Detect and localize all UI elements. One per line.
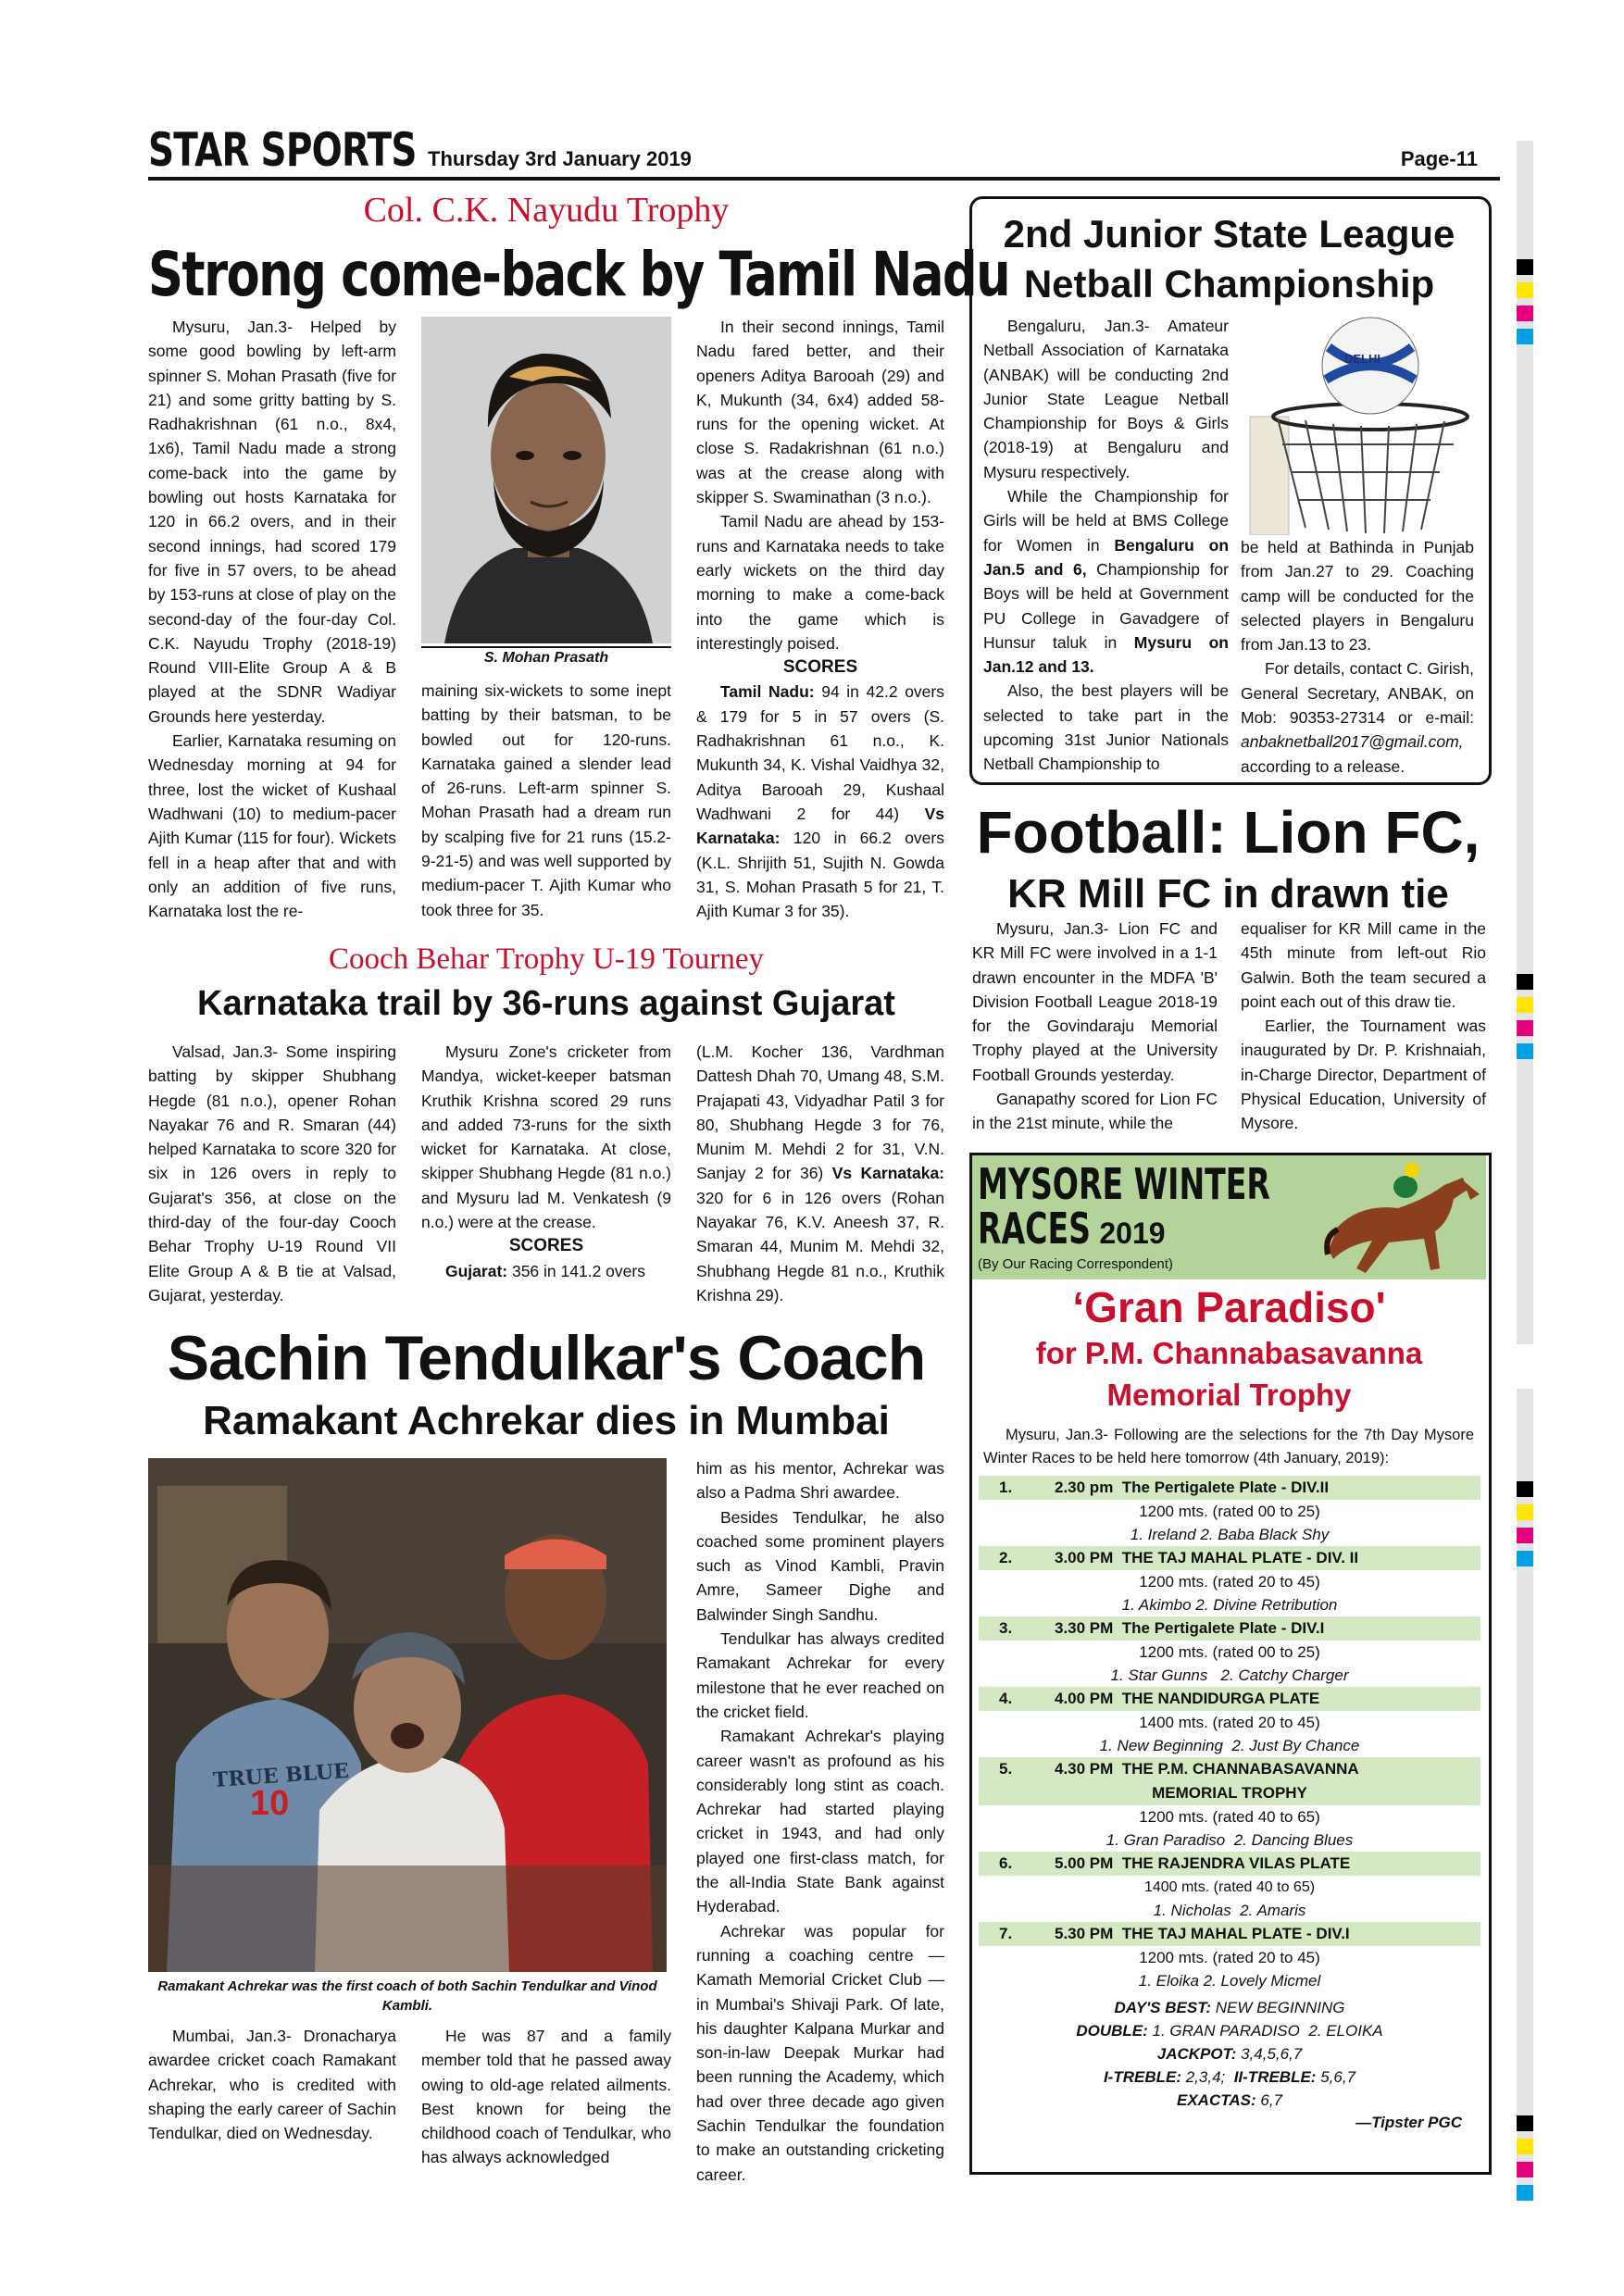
cooch-col-2 bbox=[421, 1040, 671, 1283]
race-row bbox=[979, 1852, 1480, 1876]
race-row bbox=[979, 1616, 1480, 1641]
cooch-scores-title: SCORES bbox=[508, 1236, 584, 1256]
paragraph: Mumbai, Jan.3- Dronacharya awardee cricket coach Ramakant Achrekar, who is credited with shaping the early career of Sachin Tendulkar, died on Wednesday. bbox=[148, 2027, 396, 2143]
race-distance: 1200 mts. (rated 00 to 25) bbox=[1139, 1503, 1320, 1520]
value: NEW BEGINNING bbox=[1210, 1999, 1345, 2016]
races-headline-2: for P.M. Channabasavanna bbox=[1035, 1336, 1423, 1370]
sachin-col-3 bbox=[696, 1456, 944, 2187]
nayudu-kicker: Col. C.K. Nayudu Trophy bbox=[363, 191, 730, 230]
race-title: 4.30 PM THE P.M. CHANNABASAVANNA bbox=[1055, 1760, 1359, 1778]
section-title: STAR SPORTS bbox=[148, 123, 417, 177]
race-distance: 1400 mts. (rated 40 to 65) bbox=[1143, 1879, 1316, 1895]
paragraph: Mysuru, Jan.3- Helped by some good bowling by left-arm spinner S. Mohan Prasath (five for 21) and some gritty batting by S. Radhakrishnan (61 n.o., 8x4, 1x6), Tamil Nadu made a strong come-back into the game by bowling out hosts Karnataka for 120 in 66.2 overs, and in their second innings, had scored 179 for five in 57 overs, to be ahead by 153-runs at close of play on the second-day of the four-day Col. C.K. Nayudu Trophy (2018-19) Round VIII-Elite Group A & B played at the SDNR Wadiyar Grounds here yesterday. bbox=[148, 318, 396, 726]
football-col-1 bbox=[972, 917, 1218, 1136]
paragraph: Tendulkar has always credited Ramakant Achrekar for every milestone that he ever reached on the cricket field. bbox=[696, 1629, 944, 1721]
masthead-rule bbox=[148, 177, 1500, 181]
nayudu-col-3 bbox=[696, 315, 944, 923]
page-number: Page-11 bbox=[1400, 147, 1478, 170]
team-label: Vs Karnataka: bbox=[696, 804, 944, 848]
race-distance: 1200 mts. (rated 00 to 25) bbox=[1139, 1643, 1320, 1661]
double bbox=[979, 2019, 1480, 2042]
text-bold: Bengaluru on Jan.5 and 6, bbox=[983, 535, 1230, 579]
score-text: 94 in 42.2 overs & 179 for 5 in 57 overs (S. Radhakrishnan 61 n.o., K. Mukunth 34, K. Vishal Vaidhya 32, Aditya Barooah 29, Kushaal Wadhwani 2 for 44) bbox=[696, 682, 944, 823]
sachin-headline: Sachin Tendulkar's Coach bbox=[167, 1323, 926, 1393]
race-title: 3.30 PM The Pertigalete Plate - DIV.I bbox=[1055, 1619, 1325, 1637]
race-distance: 1200 mts. (rated 20 to 45) bbox=[1139, 1573, 1320, 1591]
paragraph: Earlier, Karnataka resuming on Wednesday morning at 94 for three, lost the wicket of Kushaal Wadhwani (10) to medium-pacer Ajith Kumar (115 for four). Wickets fell in a heap after that and with only an addition of five runs, Karnataka lost the re- bbox=[148, 731, 396, 921]
label: DAY'S BEST: bbox=[1114, 1999, 1211, 2016]
race-number: 6. bbox=[999, 1854, 1013, 1872]
paragraph: In their second innings, Tamil Nadu fared better, and their openers Aditya Barooah (29) and K, Mukunth (34, 6x4) added 58-runs for the opening wicket. At close S. Radakrishnan (61 n.o.) was at the crease along with skipper S. Swaminathan (3 n.o.). bbox=[696, 318, 944, 507]
paragraph: maining six-wickets to some inept batting by their batsman, to be bowled out for 120-runs. Karnataka gained a slender lead of 26-runs. Left-arm spinner S. Mohan Prasath had a dream run by scalping five for 21 runs (15.2-9-21-5) and was well supported by medium-pacer T. Ajith Kumar who took three for 35. bbox=[421, 681, 671, 919]
value: 2,3,4; bbox=[1181, 2068, 1234, 2086]
reg-black-2 bbox=[1517, 974, 1533, 990]
shirt-text: TRUE BLUE bbox=[212, 1758, 350, 1793]
paragraph: Ramakant Achrekar's playing career wasn't as profound as his considerably long stint as coach. Achrekar had started playing cricket in 1943, and had only played one first-class match, for the all-India State Bank against Hyderabad. bbox=[696, 1727, 944, 1916]
reg-cyan-3 bbox=[1517, 1551, 1533, 1566]
netball-col-1 bbox=[983, 314, 1229, 777]
races-banner-year: 2019 bbox=[1099, 1217, 1166, 1250]
cooch-col-1 bbox=[148, 1040, 396, 1307]
mohan-prasath-caption: S. Mohan Prasath bbox=[421, 646, 671, 667]
score-text: 356 in 141.2 overs bbox=[507, 1261, 645, 1280]
race-distance: 1200 mts. (rated 20 to 45) bbox=[1139, 1949, 1320, 1966]
nayudu-col-2 bbox=[421, 679, 671, 922]
paragraph: Mysuru, Jan.3- Lion FC and KR Mill FC were involved in a 1-1 drawn encounter in the MDFA 'B' Division Football League 2018-19 for the Govindaraju Memorial Trophy played at the University Football Grounds yesterday. bbox=[972, 919, 1218, 1084]
paragraph: equaliser for KR Mill came in the 45th minute from left-out Rio Galwin. Both the team secured a point each out of this draw tie. bbox=[1241, 919, 1486, 1011]
paragraph bbox=[696, 680, 944, 923]
race-distance: 1400 mts. (rated 20 to 45) bbox=[1139, 1714, 1320, 1731]
reg-magenta-4 bbox=[1517, 2162, 1533, 2177]
race-distance: 1200 mts. (rated 40 to 65) bbox=[1139, 1808, 1320, 1826]
race-title: 3.00 PM THE TAJ MAHAL PLATE - DIV. II bbox=[1055, 1549, 1359, 1566]
race-title: 5.00 PM THE RAJENDRA VILAS PLATE bbox=[1055, 1854, 1351, 1872]
jackpot bbox=[979, 2042, 1480, 2065]
race-number: 1. bbox=[999, 1479, 1013, 1496]
text: For details, contact C. Girish, General Secretary, ANBAK, on Mob: 90353-27314 or e-mail: bbox=[1241, 659, 1474, 728]
race-list bbox=[979, 1476, 1480, 2134]
reg-magenta bbox=[1517, 306, 1533, 321]
paragraph bbox=[421, 1259, 671, 1283]
racehorse-illustration bbox=[1324, 1157, 1483, 1278]
label: EXACTAS: bbox=[1177, 2091, 1256, 2109]
reg-black bbox=[1517, 259, 1533, 275]
text: While the Championship for Girls will be held at BMS College for Women in bbox=[983, 487, 1229, 555]
team-label: Tamil Nadu: bbox=[720, 682, 815, 702]
email-address: anbaknetball2017@gmail.com, bbox=[1241, 732, 1464, 752]
netball-headline-2: Netball Championship bbox=[1023, 262, 1435, 306]
races-headline-3: Memorial Trophy bbox=[1106, 1378, 1352, 1412]
paragraph: He was 87 and a family member told that he passed away owing to old-age related ailments. Best known for being the childhood coach of Tendulkar, who has always acknowledged bbox=[421, 2027, 671, 2167]
value: 1. GRAN PARADISO 2. ELOIKA bbox=[1147, 2022, 1383, 2040]
paragraph: be held at Bathinda in Punjab from Jan.27 to 29. Coaching camp will be conducted for the selected players in Bengaluru from Jan.13 to 23. bbox=[1241, 538, 1474, 655]
text: according to a release. bbox=[1241, 756, 1405, 776]
race-title: 2.30 pm The Pertigalete Plate - DIV.II bbox=[1055, 1479, 1330, 1496]
race-selections: 1. New Beginning 2. Just By Chance bbox=[1099, 1737, 1360, 1754]
race-selections: 1. Nicholas 2. Amaris bbox=[1153, 1902, 1306, 1919]
label: I-TREBLE: bbox=[1103, 2068, 1181, 2086]
reg-yellow-2 bbox=[1517, 997, 1533, 1013]
race-number: 4. bbox=[999, 1690, 1013, 1707]
value: 6,7 bbox=[1255, 2091, 1282, 2109]
issue-date: Thursday 3rd January 2019 bbox=[428, 147, 692, 170]
race-title-line-2: MEMORIAL TROPHY bbox=[1152, 1784, 1307, 1802]
paragraph: Bengaluru, Jan.3- Amateur Netball Association of Karnataka (ANBAK) will be conducting 2nd Junior State League Netball Championship for Boys & Girls (2018-19) at Bengaluru and Mysuru respectively. bbox=[983, 317, 1229, 481]
football-col-2 bbox=[1241, 917, 1486, 1136]
trebles bbox=[979, 2065, 1480, 2089]
sachin-subhead: Ramakant Achrekar dies in Mumbai bbox=[203, 1398, 890, 1443]
exactas bbox=[979, 2089, 1480, 2112]
race-row bbox=[979, 1546, 1480, 1570]
value: 5,6,7 bbox=[1316, 2068, 1356, 2086]
value: 3,4,5,6,7 bbox=[1236, 2045, 1303, 2063]
team-label: Gujarat: bbox=[445, 1261, 508, 1280]
reg-magenta-3 bbox=[1517, 1528, 1533, 1543]
races-banner-title-1: MYSORE WINTER bbox=[978, 1159, 1270, 1209]
shirt-number: 10 bbox=[250, 1784, 290, 1823]
text-bold: Mysuru on Jan.12 and 13. bbox=[983, 632, 1229, 677]
paragraph: Valsad, Jan.3- Some inspiring batting by skipper Shubhang Hegde (81 n.o.), opener Rohan Nayakar 76 and R. Smaran (44) helped Karnataka to score 320 for six in 126 overs in reply to Gujarat's 356, at close on the third-day of the four-day Cooch Behar Trophy U-19 Round VII Elite Group A & B tie at Valsad, Gujarat, yesterday. bbox=[148, 1042, 396, 1304]
days-best bbox=[979, 1996, 1480, 2019]
race-number: 3. bbox=[999, 1619, 1013, 1637]
race-number: 2. bbox=[999, 1549, 1013, 1566]
races-byline: (By Our Racing Correspondent) bbox=[978, 1256, 1173, 1272]
netball-headline-1: 2nd Junior State League bbox=[1003, 212, 1455, 256]
football-headline-1: Football: Lion FC, bbox=[976, 799, 1480, 866]
label: JACKPOT: bbox=[1156, 2045, 1237, 2063]
racehorse-image bbox=[1324, 1157, 1483, 1278]
race-row bbox=[979, 1922, 1480, 1946]
score-text: (L.M. Kocher 136, Vardhman Dattesh Dhah 70, Umang 48, S.M. Prajapati 43, Vidyadhar Patil 3 for 80, Shubhang Hegde 3 for 76, Munim M. Mehdi 2 for 31, V.N. Sanjay 2 for 36) bbox=[696, 1042, 944, 1183]
netball-col-2 bbox=[1241, 535, 1474, 779]
races-intro: Mysuru, Jan.3- Following are the selections for the 7th Day Mysore Winter Races to be held here tomorrow (4th January, 2019): bbox=[983, 1427, 1474, 1466]
sachin-col-1 bbox=[148, 2024, 396, 2145]
football-headline-2: KR Mill FC in drawn tie bbox=[1007, 871, 1449, 917]
paragraph: Mysuru Zone's cricketer from Mandya, wicket-keeper batsman Kruthik Krishna scored 29 runs and added 73-runs for the sixth wicket for Karnataka. At close, skipper Shubhang Hegde (81 n.o.) and Mysuru lad M. Venkatesh (9 n.o.) were at the crease. bbox=[421, 1042, 671, 1232]
race-number: 5. bbox=[999, 1760, 1013, 1778]
sachin-col-2 bbox=[421, 2024, 671, 2170]
mohan-prasath-photo bbox=[421, 317, 671, 643]
cooch-headline: Karnataka trail by 36-runs against Gujarat bbox=[197, 984, 895, 1023]
reg-cyan-2 bbox=[1517, 1043, 1533, 1059]
label: II-TREBLE: bbox=[1233, 2068, 1317, 2086]
score-text: 320 for 6 in 126 overs (Rohan Nayakar 76, K.V. Aneesh 37, R. Smaran 44, Munim M. Mehdi 32, Shubhang Hegde 81 n.o., Kruthik Krishna 29). bbox=[696, 1188, 944, 1304]
race-row bbox=[979, 1687, 1480, 1711]
cooch-col-3 bbox=[696, 1040, 944, 1307]
reg-yellow-4 bbox=[1517, 2139, 1533, 2154]
races-banner-word: RACES bbox=[978, 1204, 1091, 1254]
paragraph bbox=[696, 1040, 944, 1307]
reg-black-4 bbox=[1517, 2115, 1533, 2131]
reg-black-3 bbox=[1517, 1481, 1533, 1497]
reg-magenta-2 bbox=[1517, 1020, 1533, 1036]
registration-strip-top bbox=[1517, 141, 1533, 1344]
portrait-illustration bbox=[421, 317, 671, 643]
cooch-kicker: Cooch Behar Trophy U-19 Tourney bbox=[328, 942, 765, 976]
label: DOUBLE: bbox=[1076, 2022, 1148, 2040]
race-selections: 1. Eloika 2. Lovely Micmel bbox=[1138, 1972, 1321, 1990]
reg-cyan-4 bbox=[1517, 2185, 1533, 2201]
races-banner-title-2 bbox=[978, 1204, 1166, 1254]
paragraph: Also, the best players will be selected to take part in the upcoming 31st Junior Nationals Netball Championship to bbox=[983, 681, 1229, 774]
ball-text: DELHI bbox=[1344, 352, 1380, 366]
race-number: 7. bbox=[999, 1925, 1013, 1942]
tipster-signoff: —Tipster PGC bbox=[1355, 2114, 1462, 2131]
reg-yellow-3 bbox=[1517, 1504, 1533, 1520]
nayudu-col-1 bbox=[148, 315, 396, 923]
reg-cyan bbox=[1517, 329, 1533, 344]
nayudu-headline: Strong come-back by Tamil Nadu bbox=[148, 239, 1010, 310]
nayudu-scores-title: SCORES bbox=[782, 657, 858, 678]
race-title: 4.00 PM THE NANDIDURGA PLATE bbox=[1055, 1690, 1320, 1707]
text: Championship for Boys will be held at Government PU College in Gavadgere of Hunsur taluk in bbox=[983, 559, 1229, 652]
achrekar-photo bbox=[148, 1458, 667, 1972]
race-row bbox=[979, 1476, 1480, 1500]
race-row bbox=[979, 1757, 1480, 1805]
netball-hoop-image bbox=[1241, 315, 1474, 535]
score-text: 120 in 66.2 overs (K.L. Shrijith 51, Sujith N. Gowda 31, S. Mohan Prasath 5 for 21, T. Ajith Kumar 3 for 35). bbox=[696, 829, 944, 921]
paragraph bbox=[1241, 656, 1474, 778]
paragraph: Achrekar was popular for running a coaching centre — Kamath Memorial Cricket Club — in Mumbai's Shivaji Park. Of late, his daughter Kalpana Murkar and son-in-law Deepak Murkar had been running the Academy, which had over three decade ago given Sachin Tendulkar the foundation to make an outstanding cricketing career. bbox=[696, 1921, 944, 2184]
races-headline-1: ‘Gran Paradiso' bbox=[1072, 1283, 1386, 1331]
paragraph: Ganapathy scored for Lion FC in the 21st minute, while the bbox=[972, 1090, 1218, 1133]
netball-hoop-illustration bbox=[1241, 315, 1474, 535]
race-title: 5.30 PM THE TAJ MAHAL PLATE - DIV.I bbox=[1055, 1925, 1350, 1942]
paragraph: Tamil Nadu are ahead by 153-runs and Karnataka needs to take early wickets on the third day morning to make a come-back into the game which is interestingly poised. bbox=[696, 512, 944, 653]
race-selections: 1. Gran Paradiso 2. Dancing Blues bbox=[1106, 1831, 1354, 1849]
paragraph: Besides Tendulkar, he also coached some prominent players such as Vinod Kambli, Pravin Amre, Sameer Dighe and Balwinder Singh Sandhu. bbox=[696, 1507, 944, 1624]
reg-yellow bbox=[1517, 282, 1533, 298]
race-selections: 1. Star Gunns 2. Catchy Charger bbox=[1110, 1666, 1349, 1684]
paragraph: Earlier, the Tournament was inaugurated by Dr. P. Krishnaiah, in-Charge Director, Department of Physical Education, University of Mysore. bbox=[1241, 1017, 1486, 1133]
paragraph bbox=[983, 484, 1229, 679]
race-selections: 1. Ireland 2. Baba Black Shy bbox=[1130, 1526, 1330, 1543]
paragraph: him as his mentor, Achrekar was also a Padma Shri awardee. bbox=[696, 1459, 944, 1503]
achrekar-photo-illustration bbox=[148, 1458, 667, 1972]
race-selections: 1. Akimbo 2. Divine Retribution bbox=[1121, 1596, 1338, 1614]
achrekar-photo-caption: Ramakant Achrekar was the first coach of both Sachin Tendulkar and Vinod Kambli. bbox=[157, 1978, 657, 2014]
team-label: Vs Karnataka: bbox=[831, 1164, 944, 1183]
